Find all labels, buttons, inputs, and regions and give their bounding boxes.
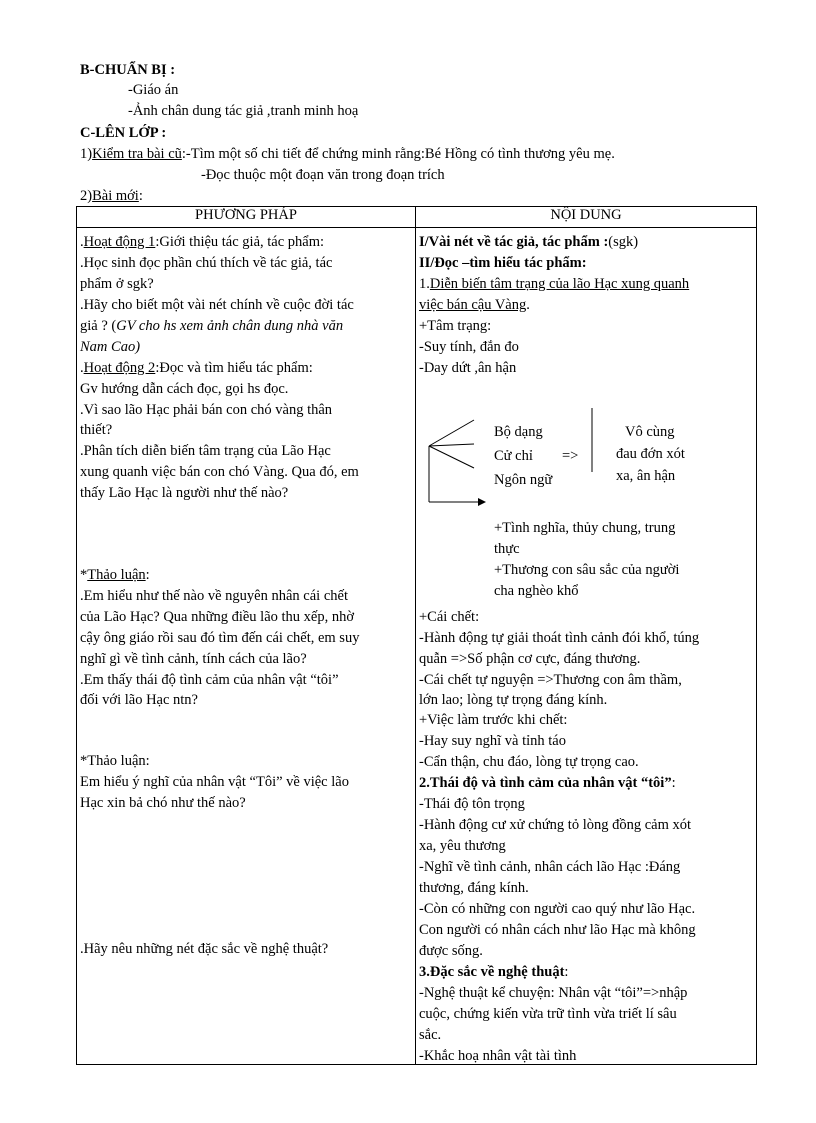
method-line: của Lão Hạc? Qua những điều lão thu xếp, nhờ [80,609,355,625]
col-header-content: NỘI DUNG [416,207,757,228]
section-b-item-2: -Ảnh chân dung tác giả ,tranh minh hoạ [128,103,359,119]
diagram-result-2: đau đớn xót [616,446,685,462]
method-line: đối với lão Hạc ntn? [80,692,198,708]
method-line: phẩm ở sgk? [80,276,154,292]
content-line: -Cái chết tự nguyện =>Thương con âm thầm, [419,672,682,688]
method-line: xung quanh việc bán con chó Vàng. Qua đó, em [80,464,359,480]
method-column [77,228,415,1064]
content-line: Con người có nhân cách như lão Hạc mà không [419,922,696,938]
diagram-item-1: Bộ dạng [494,424,543,440]
content-line: cuộc, chứng kiến vừa trữ tình vừa triết lí sâu [419,1006,677,1022]
diagram-branch-line [429,420,474,446]
content-line: -Hành động tự giải thoát tình cảnh đói khổ, túng [419,630,700,646]
diagram-result-1: Vô cùng [625,424,675,440]
content-line: -Day dứt ,ân hận [419,360,517,376]
content-line: -Còn có những con người cao quý như lão Hạc. [419,901,696,917]
content-line: +Tâm trạng: [419,318,492,334]
content-line: -Khắc hoạ nhân vật tài tình [419,1048,577,1064]
content-heading-2: II/Đọc –tìm hiểu tác phẩm: [419,255,587,271]
content-line: +Việc làm trước khi chết: [419,712,568,728]
activity-2: .Hoạt động 2:Đọc và tìm hiểu tác phẩm: [80,360,313,376]
content-line: -Cẩn thận, chu đáo, lòng tự trọng cao. [419,754,639,770]
method-line: nghĩ gì về tình cảnh, tính cách của lão? [80,651,307,667]
check-line-1: 1)Kiểm tra bài cũ:-Tìm một số chi tiết để chứng minh rằng:Bé Hồng có tình thương yêu mẹ. [80,146,615,162]
method-line: thiết? [80,422,113,438]
content-line: +Cái chết: [419,609,480,625]
content-column [416,228,756,1064]
content-line: -Hành động cư xử chứng tỏ lòng đồng cảm xót [419,817,692,833]
content-line: thương, đáng kính. [419,880,529,896]
method-line: Nam Cao) [80,339,141,355]
check-label: Kiểm tra bài cũ [92,146,182,162]
method-line: .Em thấy thái độ tình cảm của nhân vật “tôi” [80,672,339,688]
method-line: giả ? (GV cho hs xem ảnh chân dung nhà văn [80,318,344,334]
lesson-table [76,206,757,1065]
new-lesson-label: 2)Bài mới: [80,188,143,204]
method-line: .Phân tích diễn biến tâm trạng của Lão Hạc [80,443,331,459]
check-line-2: -Đọc thuộc một đoạn văn trong đoạn trích [201,167,445,183]
activity-1: .Hoạt động 1:Giới thiệu tác giả, tác phẩm: [80,234,325,250]
method-line: Gv hướng dẫn cách đọc, gọi hs đọc. [80,381,289,397]
content-line: quẫn =>Số phận cơ cực, đáng thương. [419,651,641,667]
content-heading-1: I/Vài nét về tác giả, tác phẩm :(sgk) [419,234,639,250]
method-line: Hạc xin bả chó như thế nào? [80,795,246,811]
method-line: thấy Lão Hạc là người như thế nào? [80,485,289,501]
content-line: -Nghĩ về tình cảnh, nhân cách lão Hạc :Đáng [419,859,681,875]
content-heading-4: 3.Đặc sắc về nghệ thuật: [419,964,569,980]
method-line: cậy ông giáo rồi sau đó tìm đến cái chết, em suy [80,630,360,646]
discussion-1-label: *Thảo luận: [80,567,150,583]
col-header-method: PHƯƠNG PHÁP [77,207,416,228]
content-heading-3: 2.Thái độ và tình cảm của nhân vật “tôi”: [419,775,676,791]
content-line: -Suy tính, đắn đo [419,339,519,355]
section-c-title: C-LÊN LỚP : [80,125,167,141]
method-line: .Em hiểu như thế nào về nguyên nhân cái chết [80,588,348,604]
method-line: .Hãy nêu những nét đặc sắc về nghệ thuật? [80,941,329,957]
content-line: thực [494,541,520,557]
content-line: lớn lao; lòng tự trọng đáng kính. [419,692,608,708]
content-line: -Nghệ thuật kể chuyện: Nhân vật “tôi”=>nhập [419,985,688,1001]
diagram-branch-line [429,446,474,468]
method-line: .Vì sao lão Hạc phải bán con chó vàng thân [80,402,333,418]
section-b-item-1: -Giáo án [128,82,179,98]
method-line: .Hãy cho biết một vài nét chính về cuộc đời tác [80,297,354,313]
diagram-item-2: Cử chỉ [494,448,533,464]
content-line: sắc. [419,1027,442,1043]
content-line: +Thương con sâu sắc của người [494,562,680,578]
discussion-2-label: *Thảo luận: [80,753,150,769]
content-line: cha nghèo khổ [494,583,579,599]
content-line: +Tình nghĩa, thủy chung, trung [494,520,676,536]
method-line: .Học sinh đọc phần chú thích về tác giả, tác [80,255,333,271]
diagram-item-3: Ngôn ngữ [494,472,553,488]
arrow-head-icon [478,498,486,506]
content-line: -Hay suy nghĩ và tỉnh táo [419,733,566,749]
diagram-result-3: xa, ân hận [616,468,676,484]
content-line: việc bán cậu Vàng. [419,297,530,313]
method-line: Em hiểu ý nghĩ của nhân vật “Tôi” về việc lão [80,774,349,790]
content-line: -Thái độ tôn trọng [419,796,525,812]
diagram-arrow: => [562,448,579,464]
diagram-branch-line [429,444,474,446]
content-subheading-1: 1.Diễn biến tâm trạng của lão Hạc xung quanh [419,276,690,292]
content-line: được sống. [419,943,483,959]
content-line: xa, yêu thương [419,838,506,854]
section-b-title: B-CHUẨN BỊ : [80,62,176,78]
